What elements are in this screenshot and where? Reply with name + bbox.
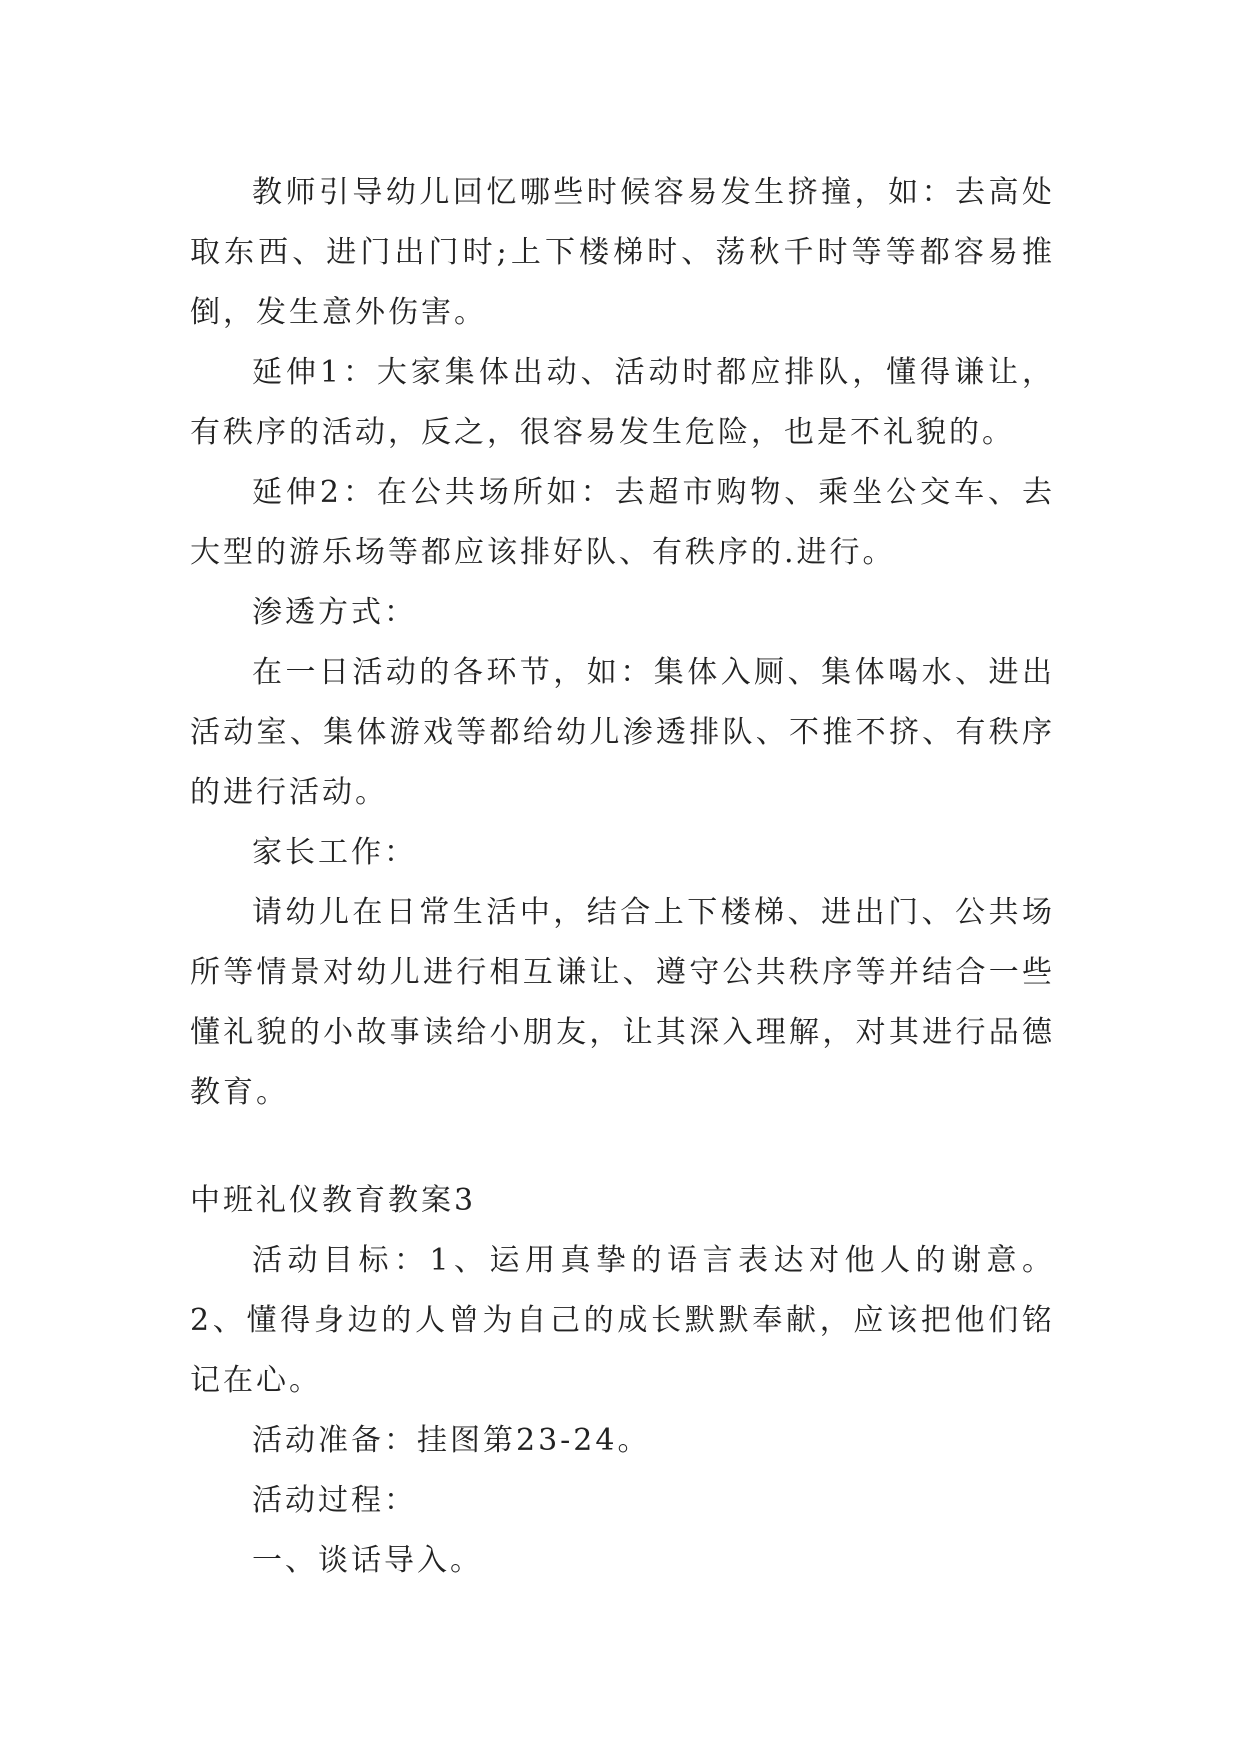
document-body (190, 163, 1055, 1591)
paragraph-activity-preparation: 活动准备：挂图第23-24。 (252, 1423, 651, 1458)
paragraph-parent-work-content: 请幼儿在日常生活中，结合上下楼梯、进出门、公共场所等情景对幼儿进行相互谦让、遵守公共秩序等并结合一些懂礼貌的小故事读给小朋友，让其深入理解，对其进行品德教育。 (190, 895, 1055, 1110)
paragraph-intro-step: 一、谈话导入。 (252, 1543, 483, 1578)
paragraph-infiltration-heading: 渗透方式： (252, 595, 417, 630)
paragraph-extension-1: 延伸1：大家集体出动、活动时都应排队，懂得谦让，有秩序的活动，反之，很容易发生危险，也是不礼貌的。 (190, 355, 1055, 450)
section-title: 中班礼仪教育教案3 (190, 1183, 477, 1218)
paragraph-activity-goals: 活动目标：1、运用真挚的语言表达对他人的谢意。2、懂得身边的人曾为自己的成长默默奉献，应该把他们铭记在心。 (190, 1243, 1055, 1398)
paragraph-parent-work-heading: 家长工作： (252, 835, 417, 870)
paragraph-infiltration-content: 在一日活动的各环节，如：集体入厕、集体喝水、进出活动室、集体游戏等都给幼儿渗透排队、不推不挤、有秩序的进行活动。 (190, 655, 1055, 810)
paragraph-teacher-guidance: 教师引导幼儿回忆哪些时候容易发生挤撞，如：去高处取东西、进门出门时;上下楼梯时、荡秋千时等等都容易推倒，发生意外伤害。 (190, 175, 1055, 330)
paragraph-extension-2: 延伸2：在公共场所如：去超市购物、乘坐公交车、去大型的游乐场等都应该排好队、有秩序的.进行。 (190, 475, 1055, 570)
paragraph-activity-process: 活动过程： (252, 1483, 417, 1518)
